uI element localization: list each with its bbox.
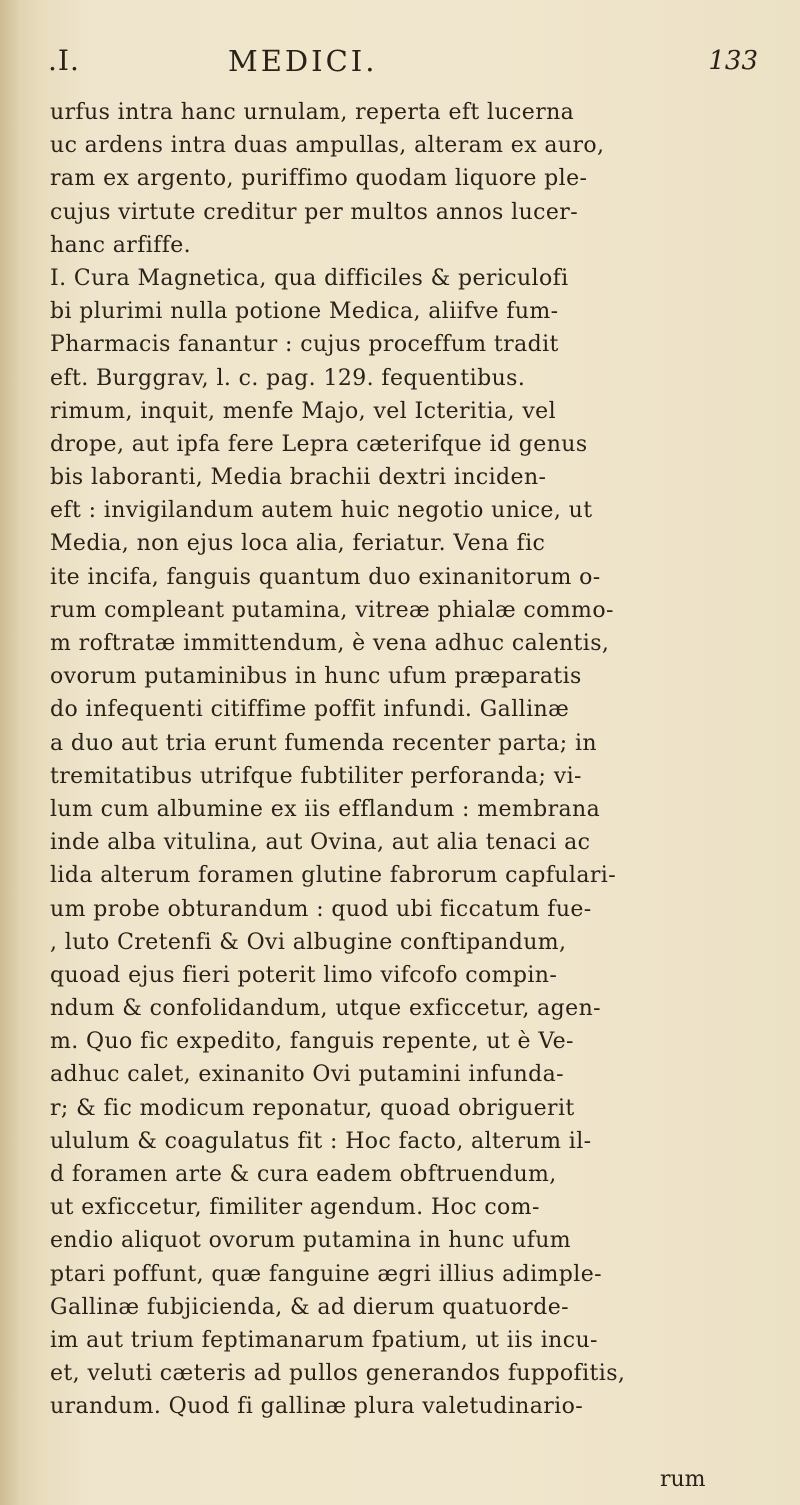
- page-number: 133: [708, 46, 758, 76]
- text-line: bi plurimi nulla potione Medica, aliifve fum-: [50, 299, 559, 325]
- text-line: et, veluti cæteris ad pullos generandos fuppofitis,: [50, 1361, 626, 1387]
- text-line: rum compleant putamina, vitreæ phialæ commo-: [50, 597, 614, 623]
- running-header: [48, 44, 788, 84]
- text-line: d foramen arte & cura eadem obftruendum,: [50, 1162, 557, 1187]
- text-line: eft. Burggrav, l. c. pag. 129. fequentibus.: [50, 365, 526, 391]
- text-line: cujus virtute creditur per multos annos lucer-: [50, 199, 579, 225]
- page-gutter: [0, 0, 22, 1505]
- body-text: [50, 96, 790, 1424]
- text-line: r; & fic modicum reponatur, quoad obriguerit: [50, 1095, 575, 1121]
- text-line: rimum, inquit, menfe Majo, vel Icteritia, vel: [50, 398, 557, 424]
- text-line: adhuc calet, exinanito Ovi putamini infunda-: [50, 1062, 564, 1088]
- text-line: Media, non ejus loca alia, feriatur. Vena fic: [50, 531, 546, 557]
- running-title: MEDICI.: [228, 44, 378, 78]
- text-line: a duo aut tria erunt fumenda recenter parta; in: [50, 730, 597, 756]
- text-line: drope, aut ipfa fere Lepra cæterifque id genus: [50, 431, 588, 457]
- text-line: Pharmacis fanantur : cujus proceffum tradit: [50, 332, 559, 358]
- text-line: ululum & coagulatus fit : Hoc facto, alterum il-: [50, 1128, 592, 1154]
- text-line: ut exficcetur, fimiliter agendum. Hoc com-: [50, 1195, 540, 1221]
- text-line: I. Cura Magnetica, qua difficiles & periculofi: [50, 265, 569, 291]
- text-line: lum cum albumine ex iis efflandum : membrana: [50, 796, 601, 822]
- text-line: ndum & confolidandum, utque exficcetur, agen-: [50, 996, 601, 1022]
- text-line: eft : invigilandum autem huic negotio unice, ut: [50, 498, 593, 524]
- text-line: m. Quo fic expedito, fanguis repente, ut è Ve-: [50, 1029, 574, 1055]
- text-line: tremitatibus utrifque fubtiliter perforanda; vi-: [50, 763, 582, 789]
- text-line: endio aliquot ovorum putamina in hunc ufum: [50, 1228, 572, 1254]
- text-line: urandum. Quod fi gallinæ plura valetudinario-: [50, 1394, 584, 1420]
- text-line: um probe obturandum : quod ubi ficcatum fue-: [50, 896, 592, 922]
- text-line: hanc arfiffe.: [50, 232, 192, 258]
- text-line: inde alba vitulina, aut Ovina, aut alia tenaci ac: [50, 830, 591, 856]
- catchword: rum: [660, 1467, 706, 1492]
- text-line: ram ex argento, puriffimo quodam liquore ple-: [50, 166, 588, 192]
- text-line: ptari poffunt, quæ fanguine ægri illius adimple-: [50, 1261, 602, 1287]
- text-line: Gallinæ fubjicienda, & ad dierum quatuorde-: [50, 1294, 569, 1320]
- text-line: im aut trium feptimanarum fpatium, ut iis incu-: [50, 1327, 598, 1353]
- text-line: bis laboranti, Media brachii dextri inciden-: [50, 465, 547, 491]
- running-head-left: .I.: [48, 44, 80, 77]
- text-line: ovorum putaminibus in hunc ufum præparatis: [50, 664, 582, 690]
- text-line: quoad ejus fieri poterit limo vifcofo compin-: [50, 962, 558, 988]
- text-line: m roftratæ immittendum, è vena adhuc calentis,: [50, 631, 610, 656]
- text-line: ite incifa, fanguis quantum duo exinanitorum o-: [50, 564, 601, 590]
- text-line: lida alterum foramen glutine fabrorum capfulari-: [50, 863, 617, 889]
- text-line: , luto Cretenfi & Ovi albugine conftipandum,: [50, 929, 567, 955]
- text-line: do infequenti citiffime poffit infundi. Gallinæ: [50, 697, 570, 723]
- text-line: urfus intra hanc urnulam, reperta eft lucerna: [50, 100, 575, 125]
- text-line: uc ardens intra duas ampullas, alteram ex auro,: [50, 133, 605, 159]
